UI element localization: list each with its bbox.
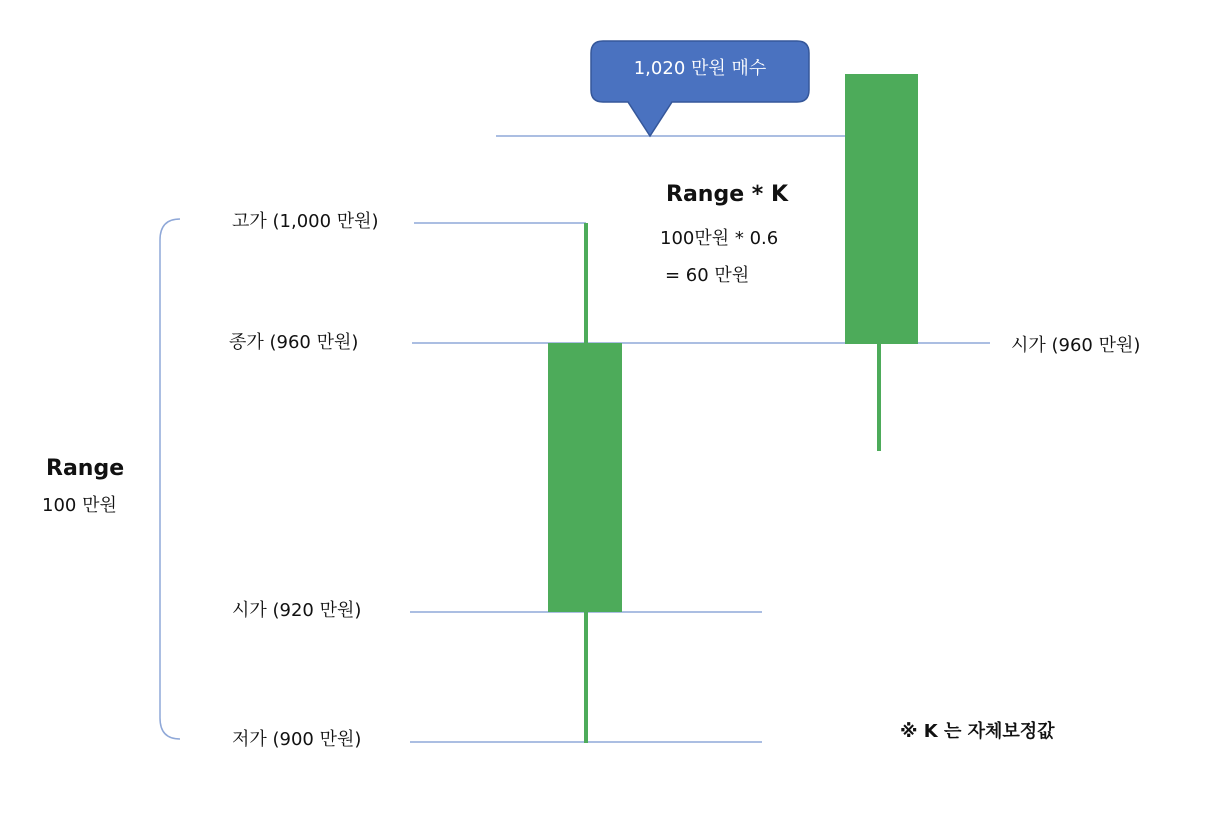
k-note: ※ K 는 자체보정값 [900, 721, 1055, 742]
buy-callout-text: 1,020 만원 매수 [633, 58, 767, 79]
high-price-label: 고가 (1,000 만원) [232, 211, 379, 232]
range-k-formula: 100만원 * 0.6 [660, 228, 779, 249]
open-price-label-day2: 시가 (960 만원) [1011, 335, 1141, 356]
range-title: Range [46, 456, 125, 481]
close-price-label: 종가 (960 만원) [229, 332, 359, 353]
low-price-label: 저가 (900 만원) [232, 729, 362, 750]
day2-candle-body [845, 74, 918, 344]
day1-lower-wick [584, 611, 588, 743]
day2-lower-wick [877, 342, 881, 451]
day1-upper-wick [584, 223, 588, 344]
range-k-result: = 60 만원 [665, 265, 750, 286]
range-value: 100 만원 [42, 495, 117, 516]
range-bracket [160, 219, 180, 739]
range-k-title: Range * K [666, 182, 788, 207]
open-price-label-day1: 시가 (920 만원) [232, 600, 362, 621]
day1-candle-body [548, 343, 622, 612]
